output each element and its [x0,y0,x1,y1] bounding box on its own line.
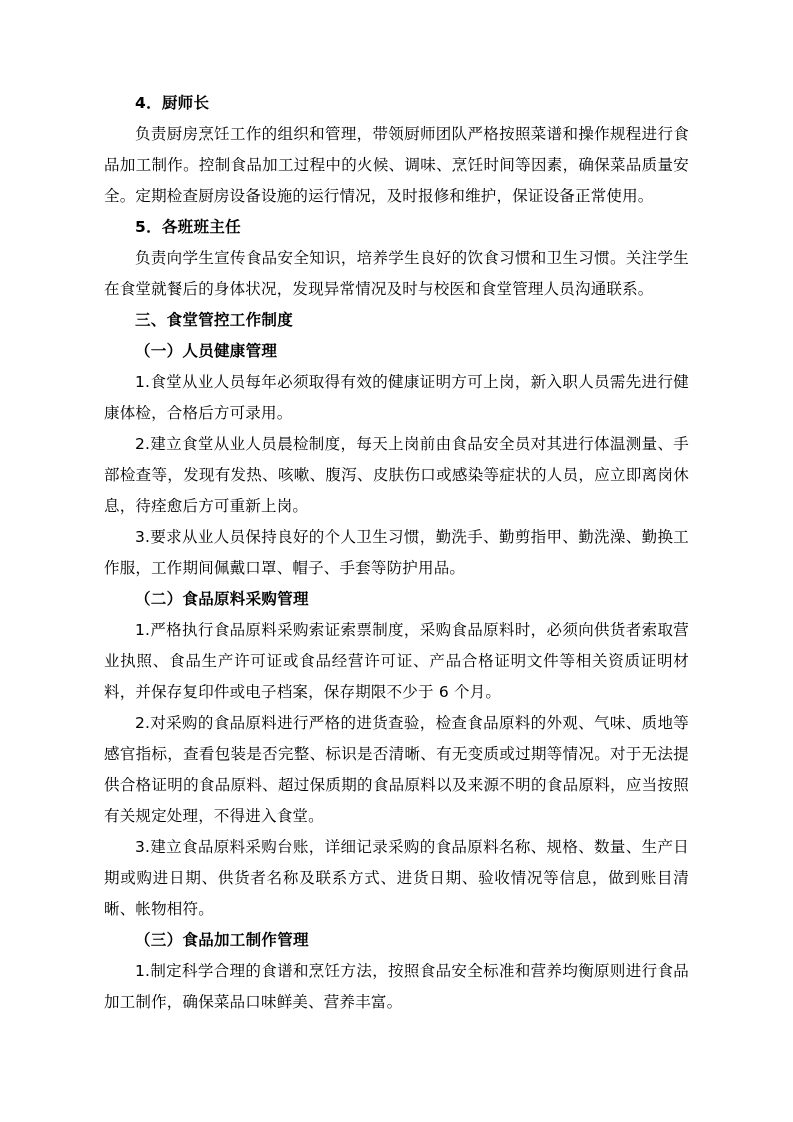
sub-heading: （一）人员健康管理 [135,342,278,360]
sub-heading: （二）食品原料采购管理 [135,590,309,608]
list-heading: 4．厨师长 [135,94,210,112]
paragraph: 负责厨房烹饪工作的组织和管理，带领厨师团队严格按照菜谱和操作规程进行食品加工制作。控制食品加工过程中的火候、调味、烹饪时间等因素，确保菜品质量安全。定期检查厨房设备设施的运行情况，及时报修和维护，保证设备正常使用。 [104,125,689,205]
paragraph: 2.建立食堂从业人员晨检制度，每天上岗前由食品安全员对其进行体温测量、手部检查等，发现有发热、咳嗽、腹泻、皮肤伤口或感染等症状的人员，应立即离岗休息，待痊愈后方可重新上岗。 [104,435,689,515]
paragraph: 3.要求从业人员保持良好的个人卫生习惯，勤洗手、勤剪指甲、勤洗澡、勤换工作服，工作期间佩戴口罩、帽子、手套等防护用品。 [104,528,689,577]
document-body [104,88,689,1018]
list-heading: 5．各班班主任 [135,218,241,236]
paragraph: 负责向学生宣传食品安全知识，培养学生良好的饮食习惯和卫生习惯。关注学生在食堂就餐后的身体状况，发现异常情况及时与校医和食堂管理人员沟通联系。 [104,249,689,298]
sub-heading: （三）食品加工制作管理 [135,931,309,949]
paragraph: 3.建立食品原料采购台账，详细记录采购的食品原料名称、规格、数量、生产日期或购进日期、供货者名称及联系方式、进货日期、验收情况等信息，做到账目清晰、帐物相符。 [104,838,689,918]
paragraph: 2.对采购的食品原料进行严格的进货查验，检查食品原料的外观、气味、质地等感官指标，查看包装是否完整、标识是否清晰、有无变质或过期等情况。对于无法提供合格证明的食品原料、超过保质期的食品原料以及来源不明的食品原料，应当按照有关规定处理，不得进入食堂。 [104,714,689,825]
paragraph: 1.制定科学合理的食谱和烹饪方法，按照食品安全标准和营养均衡原则进行食品加工制作，确保菜品口味鲜美、营养丰富。 [104,962,689,1011]
paragraph: 1.食堂从业人员每年必须取得有效的健康证明方可上岗，新入职人员需先进行健康体检，合格后方可录用。 [104,373,689,422]
section-heading: 三、食堂管控工作制度 [135,311,294,329]
paragraph: 1.严格执行食品原料采购索证索票制度，采购食品原料时，必须向供货者索取营业执照、食品生产许可证或食品经营许可证、产品合格证明文件等相关资质证明材料，并保存复印件或电子档案，保存期限不少于 6 个月。 [104,621,689,701]
